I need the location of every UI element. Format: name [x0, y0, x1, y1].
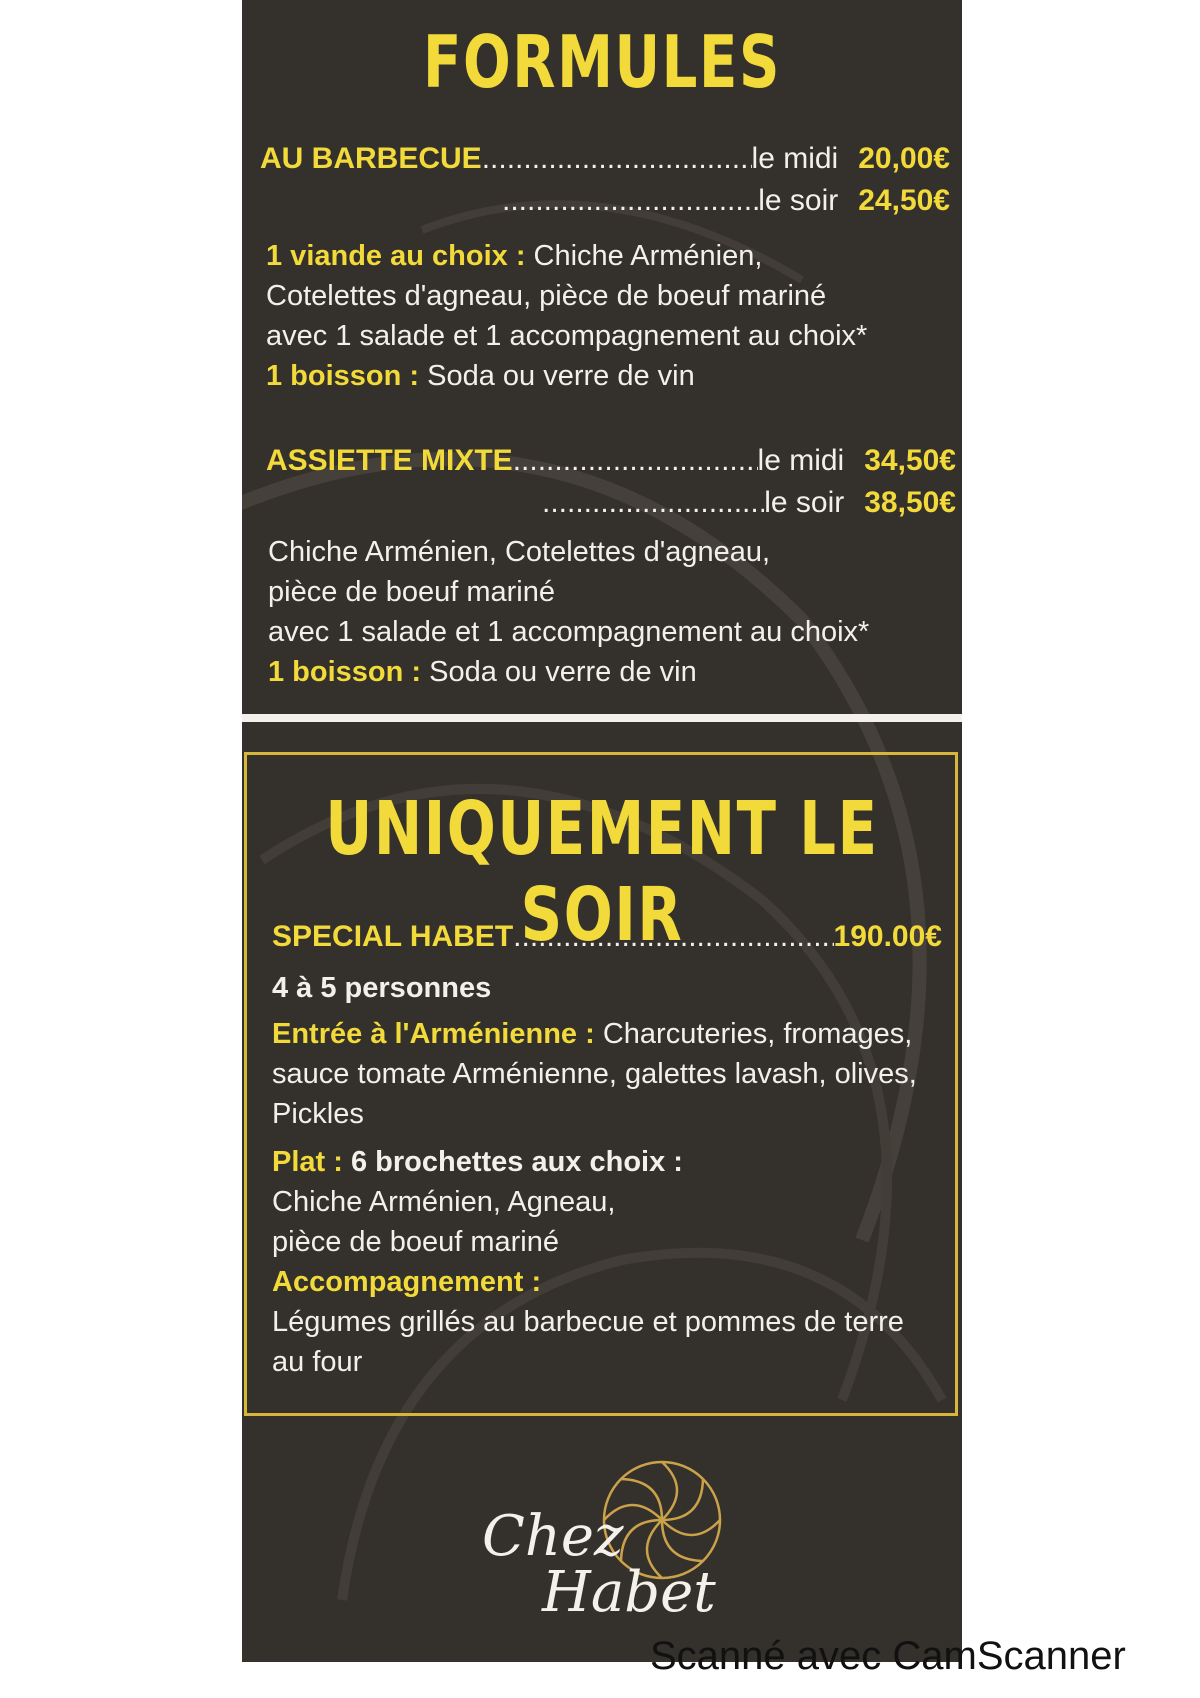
plat-line-3: pièce de boeuf mariné	[272, 1226, 559, 1258]
plat-line-1: Plat : 6 brochettes aux choix :	[272, 1146, 683, 1178]
barbecue-soir-price: 24,50€	[858, 184, 950, 217]
mixte-soir-price: 38,50€	[864, 486, 956, 519]
accomp-line-1: Légumes grillés au barbecue et pommes de terre	[272, 1306, 904, 1338]
mixte-description	[268, 532, 869, 692]
barbecue-midi-price: 20,00€	[858, 142, 950, 175]
mixte-soir-row	[542, 486, 956, 520]
entree-line-1: Entrée à l'Arménienne : Charcuteries, fromages,	[272, 1018, 913, 1050]
barbecue-soir-row	[502, 184, 950, 218]
dot-leader	[542, 486, 764, 520]
mixte-line-1: Chiche Arménien, Cotelettes d'agneau,	[268, 536, 771, 568]
mixte-line-3: avec 1 salade et 1 accompagnement au choix*	[268, 616, 870, 648]
mixte-line-2: pièce de boeuf mariné	[268, 576, 555, 608]
mixte-midi-price: 34,50€	[864, 444, 956, 477]
special-price: 190.00€	[833, 920, 942, 953]
barbecue-line-4: 1 boisson : Soda ou verre de vin	[266, 360, 695, 392]
logo-line-2: Habet	[542, 1560, 716, 1625]
camscanner-watermark: Scanné avec CamScanner	[650, 1634, 1126, 1678]
barbecue-line-2: Cotelettes d'agneau, pièce de boeuf mariné	[266, 280, 827, 312]
dot-leader	[502, 184, 758, 218]
logo-line-1: Chez	[482, 1504, 624, 1569]
accomp-line-2: au four	[272, 1346, 363, 1378]
mixte-midi-label: le midi	[757, 444, 845, 477]
barbecue-line-3: avec 1 salade et 1 accompagnement au choix*	[266, 320, 868, 352]
barbecue-name: AU BARBECUE	[260, 142, 482, 175]
soir-description	[272, 968, 917, 1382]
special-row	[272, 920, 942, 954]
barbecue-midi-row	[260, 142, 950, 176]
persons: 4 à 5 personnes	[272, 972, 492, 1004]
barbecue-description	[266, 236, 867, 396]
formules-title: FORMULES	[423, 20, 781, 104]
section-divider	[242, 714, 962, 722]
barbecue-line-1: 1 viande au choix : Chiche Arménien,	[266, 240, 763, 272]
barbecue-soir-label: le soir	[758, 184, 839, 217]
mixte-line-4: 1 boisson : Soda ou verre de vin	[268, 656, 697, 688]
entree-line-2: sauce tomate Arménienne, galettes lavash, olives,	[272, 1058, 917, 1090]
menu-card	[242, 0, 962, 1662]
special-name: SPECIAL HABET	[272, 920, 514, 953]
dot-leader	[513, 920, 833, 954]
dot-leader	[513, 444, 758, 478]
mixte-midi-row	[266, 444, 956, 478]
chez-habet-logo	[472, 1450, 752, 1650]
mixte-soir-label: le soir	[764, 486, 845, 519]
mixte-name: ASSIETTE MIXTE	[266, 444, 513, 477]
accomp-key: Accompagnement :	[272, 1266, 542, 1298]
dot-leader	[482, 142, 752, 176]
soir-title: UNIQUEMENT LE SOIR	[325, 786, 879, 958]
entree-line-3: Pickles	[272, 1098, 364, 1130]
plat-line-2: Chiche Arménien, Agneau,	[272, 1186, 616, 1218]
barbecue-midi-label: le midi	[751, 142, 839, 175]
